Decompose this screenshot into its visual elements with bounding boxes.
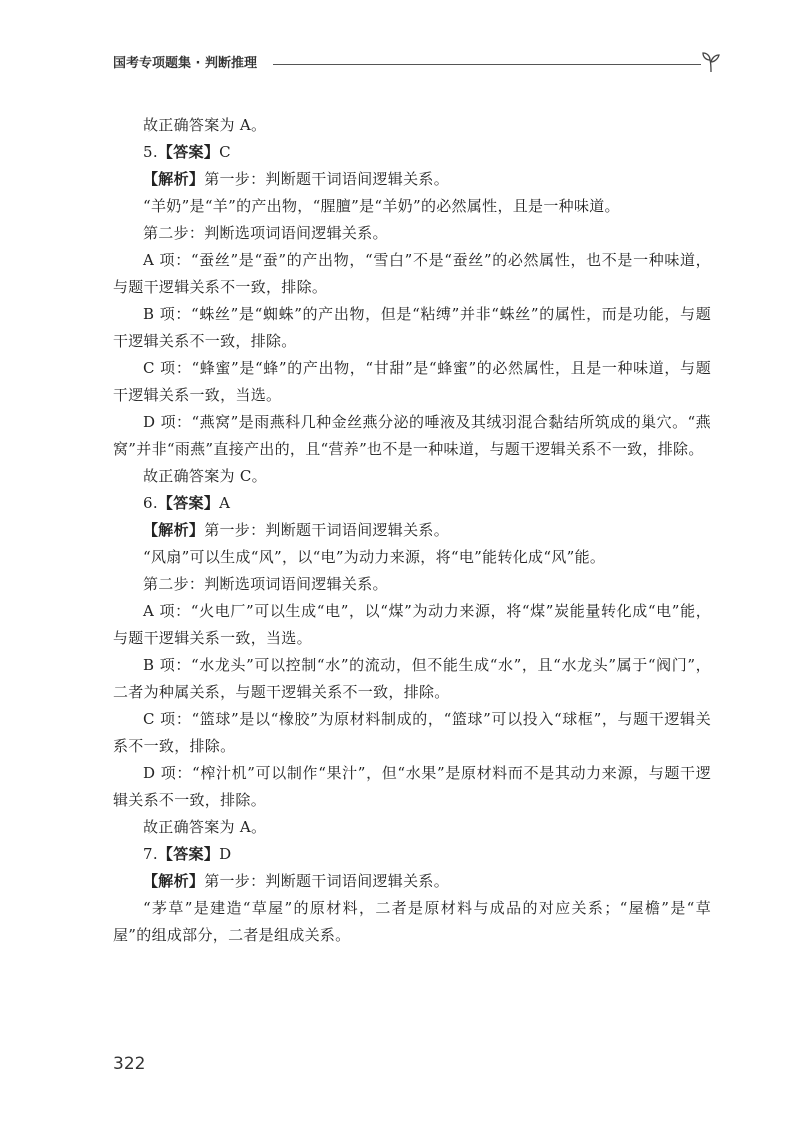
answer-explanations	[113, 112, 711, 949]
option-a: A 项：“蚕丝”是“蚕”的产出物，“雪白”不是“蚕丝”的必然属性，也不是一种味道，与题干逻辑关系不一致，排除。	[113, 251, 711, 296]
option-c: C 项：“篮球”是以“橡胶”为原材料制成的，“篮球”可以投入“球框”，与题干逻辑关系不一致，排除。	[113, 710, 711, 755]
question-number: 5.	[143, 143, 158, 161]
header-rule	[273, 64, 701, 65]
analysis-line	[113, 868, 711, 895]
option-a: A 项：“火电厂”可以生成“电”，以“煤”为动力来源，将“煤”炭能量转化成“电”能，与题干逻辑关系一致，当选。	[113, 602, 711, 647]
option-b: B 项：“水龙头”可以控制“水”的流动，但不能生成“水”，且“水龙头”属于“阀门”，二者为种属关系，与题干逻辑关系不一致，排除。	[113, 656, 711, 701]
analysis-line	[113, 166, 711, 193]
page-number: 322	[113, 1054, 146, 1074]
paragraph: 第二步：判断选项词语间逻辑关系。	[143, 575, 388, 593]
analysis-tag: 【解析】	[143, 170, 205, 188]
answer-key: D	[219, 845, 232, 863]
answer-key: A	[219, 494, 231, 512]
conclusion-line: 故正确答案为 A。	[143, 116, 267, 134]
answer-heading-7	[113, 841, 711, 868]
option-d: D 项：“榨汁机”可以制作“果汁”，但“水果”是原材料而不是其动力来源，与题干逻辑关系不一致，排除。	[113, 764, 711, 809]
conclusion-line: 故正确答案为 C。	[143, 467, 267, 485]
option-d: D 项：“燕窝”是雨燕科几种金丝燕分泌的唾液及其绒羽混合黏结所筑成的巢穴。“燕窝”并非“雨燕”直接产出的，且“营养”也不是一种味道，与题干逻辑关系不一致，排除。	[113, 413, 711, 458]
question-number: 7.	[143, 845, 158, 863]
analysis-line	[113, 517, 711, 544]
paragraph: “茅草”是建造“草屋”的原材料，二者是原材料与成品的对应关系；“屋檐”是“草屋”的组成部分，二者是组成关系。	[113, 899, 711, 944]
analysis-text: 第一步：判断题干词语间逻辑关系。	[204, 170, 450, 188]
paragraph: 第二步：判断选项词语间逻辑关系。	[143, 224, 388, 242]
option-b: B 项：“蛛丝”是“蜘蛛”的产出物，但是“粘缚”并非“蛛丝”的属性，而是功能，与题干逻辑关系不一致，排除。	[113, 305, 711, 350]
paragraph: “羊奶”是“羊”的产出物，“腥膻”是“羊奶”的必然属性，且是一种味道。	[143, 197, 620, 215]
sprout-icon	[699, 50, 723, 74]
option-c: C 项：“蜂蜜”是“蜂”的产出物，“甘甜”是“蜂蜜”的必然属性，且是一种味道，与题干逻辑关系一致，当选。	[113, 359, 711, 404]
analysis-text: 第一步：判断题干词语间逻辑关系。	[204, 872, 450, 890]
page-header	[113, 50, 723, 74]
question-number: 6.	[143, 494, 158, 512]
answer-heading-5	[113, 139, 711, 166]
answer-heading-6	[113, 490, 711, 517]
header-title: 国考专项题集 · 判断推理	[113, 56, 257, 71]
analysis-text: 第一步：判断题干词语间逻辑关系。	[204, 521, 450, 539]
paragraph: “风扇”可以生成“风”，以“电”为动力来源，将“电”能转化成“风”能。	[143, 548, 606, 566]
analysis-tag: 【解析】	[143, 872, 205, 890]
answer-key: C	[219, 143, 231, 161]
answer-tag: 【答案】	[157, 494, 220, 512]
answer-tag: 【答案】	[157, 845, 220, 863]
analysis-tag: 【解析】	[143, 521, 205, 539]
answer-tag: 【答案】	[157, 143, 220, 161]
conclusion-line: 故正确答案为 A。	[143, 818, 267, 836]
